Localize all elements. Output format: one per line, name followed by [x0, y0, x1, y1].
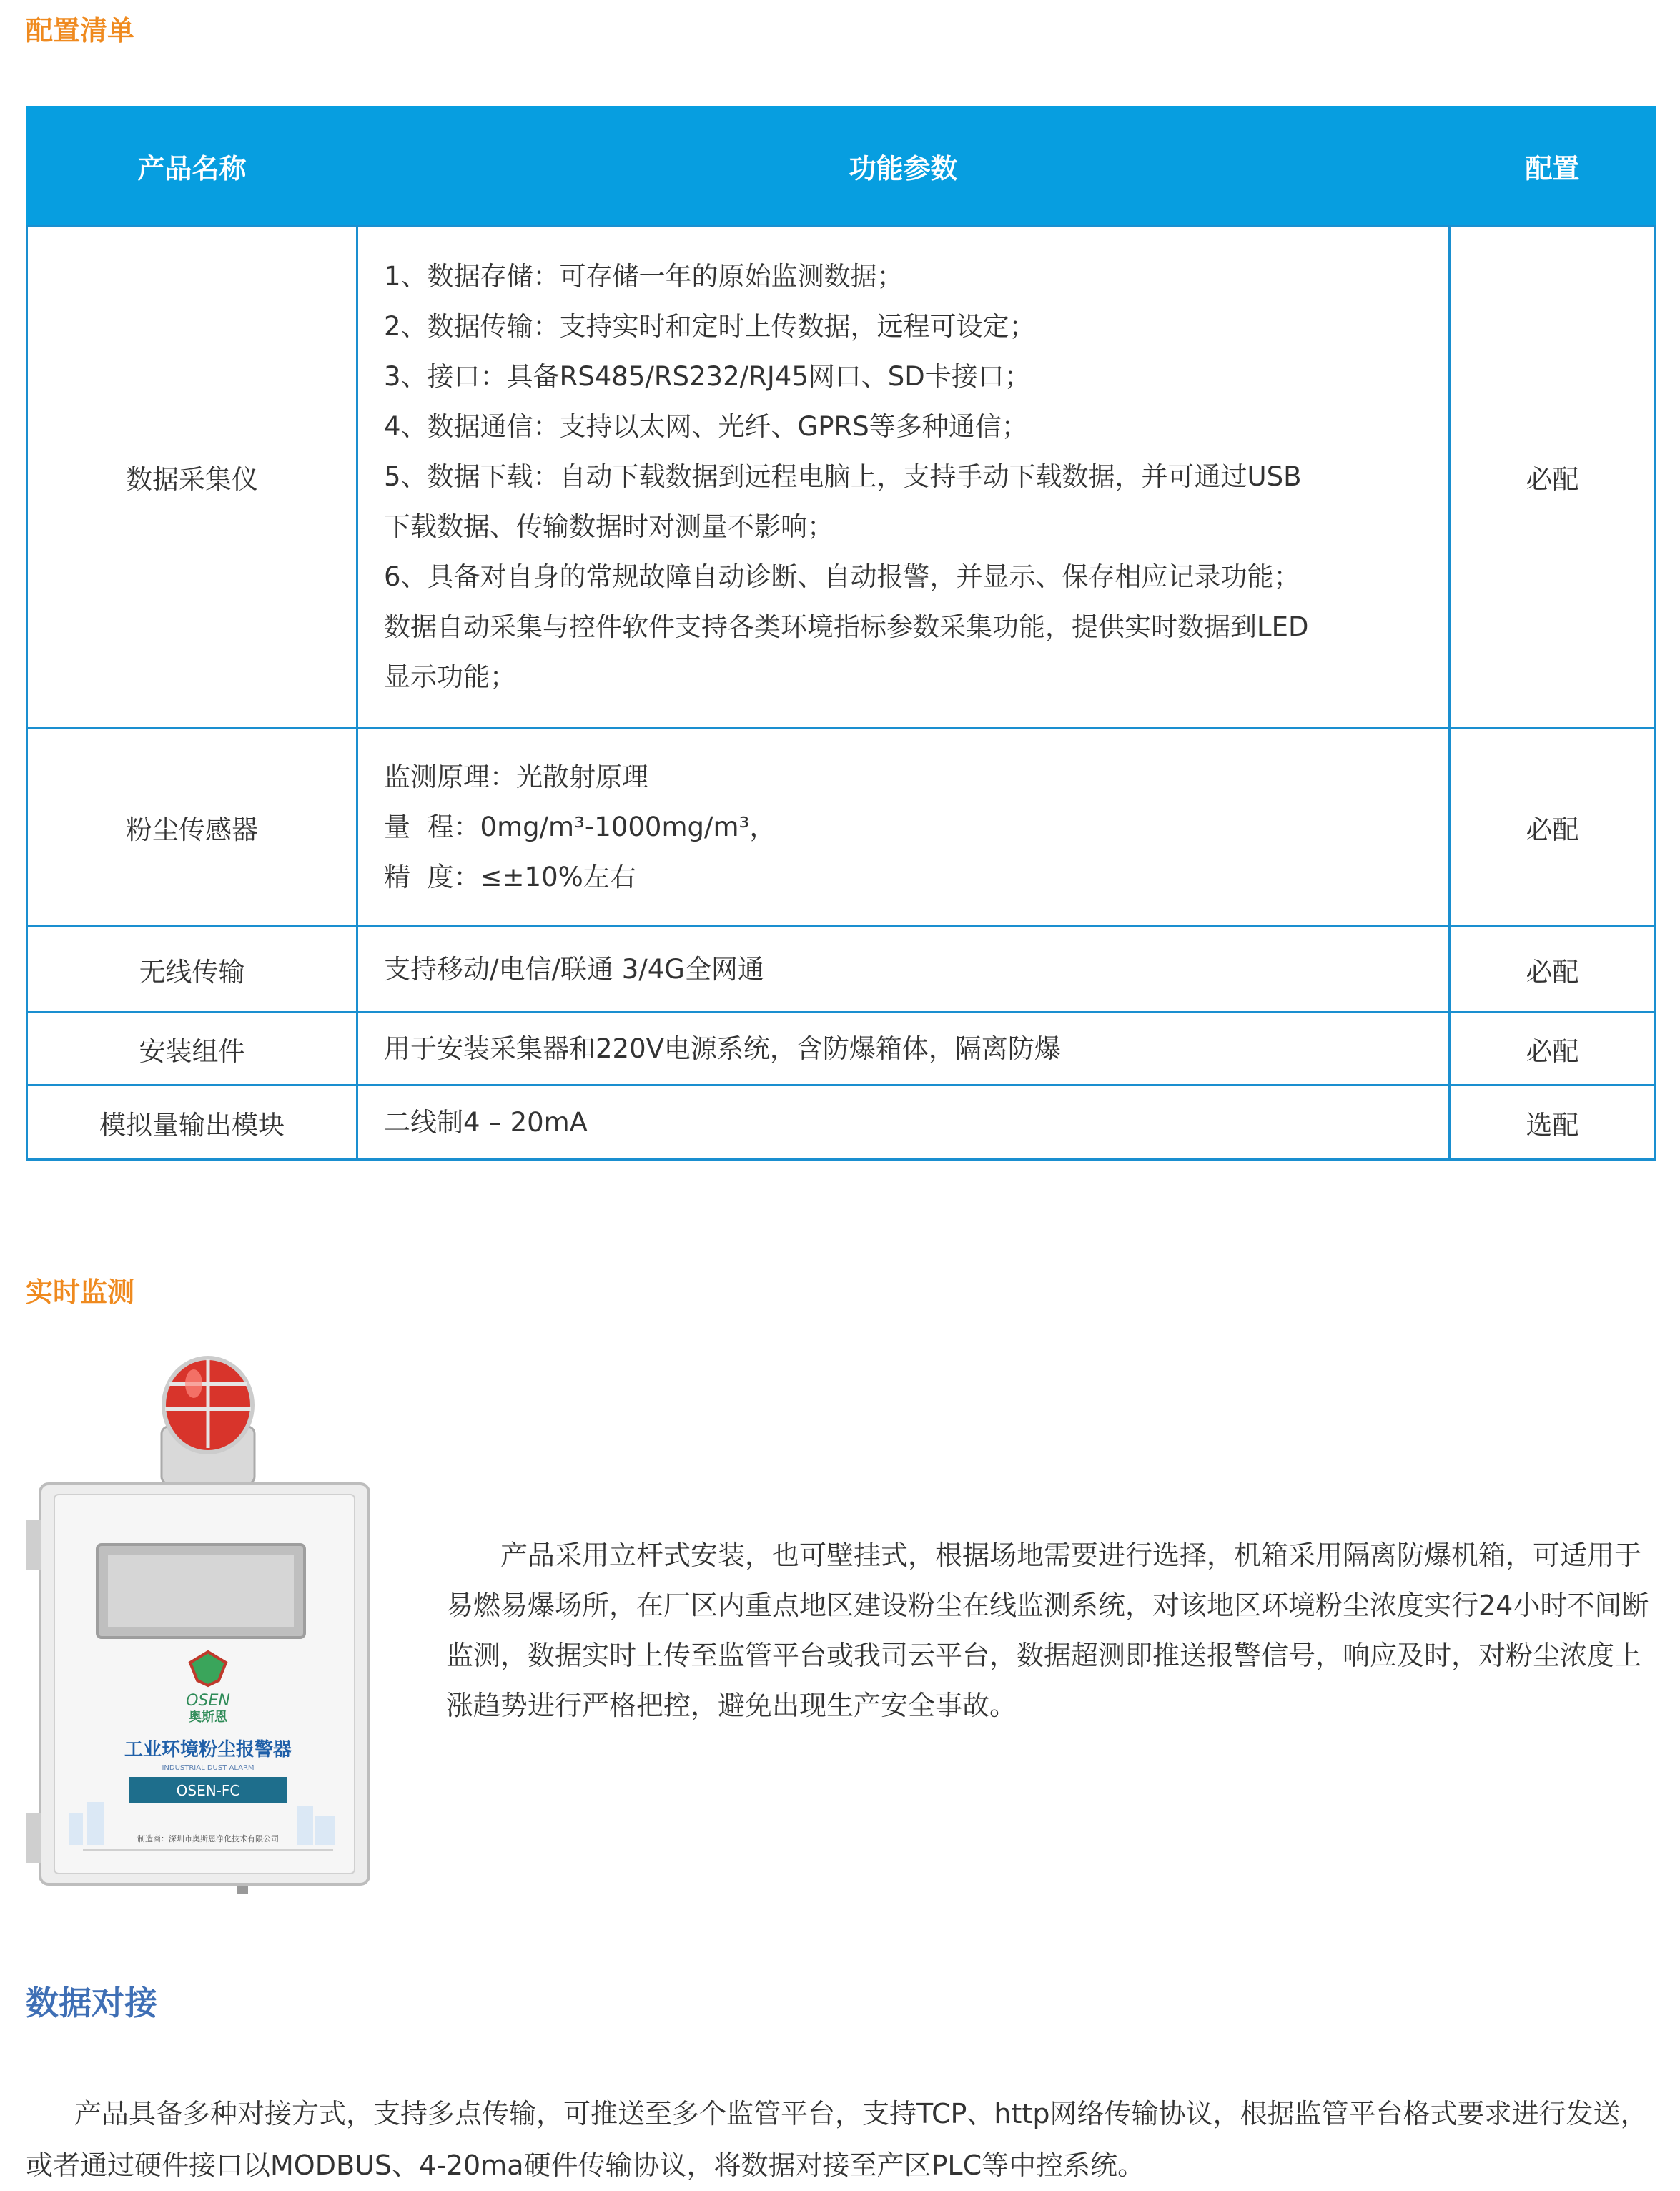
- row-product-name: 无线传输: [27, 927, 357, 1013]
- param-line: 6、具备对自身的常规故障自动诊断、自动报警，并显示、保存相应记录功能；: [384, 561, 1300, 592]
- param-line: 3、接口：具备RS485/RS232/RJ45网口、SD卡接口；: [384, 360, 1031, 392]
- param-line: 监测原理：光散射原理: [384, 761, 648, 792]
- table-row: [27, 1085, 1656, 1160]
- header-function-params: 功能参数: [357, 107, 1450, 226]
- param-line: 量 程：0mg/m³-1000mg/m³，: [384, 811, 776, 842]
- param-line: 用于安装采集器和220V电源系统，含防爆箱体，隔离防爆: [384, 1033, 1061, 1064]
- param-line: 4、数据通信：支持以太网、光纤、GPRS等多种通信；: [384, 410, 1028, 442]
- device-product-name: 工业环境粉尘报警器: [124, 1739, 292, 1761]
- data-integration-description: 产品具备多种对接方式，支持多点传输，可推送至多个监管平台，支持TCP、http网络传输协议，根据监管平台格式要求进行发送，或者通过硬件接口以MODBUS、4-20ma硬件传输协议，将数据对接至产区PLC等中控系统。: [26, 2098, 1648, 2181]
- param-line: 下载数据、传输数据时对测量不影响；: [384, 511, 834, 542]
- row-config: 必配: [1450, 1013, 1656, 1085]
- param-line: 显示功能；: [384, 661, 516, 692]
- device-model: OSEN-FC: [176, 1782, 240, 1799]
- row-params: [357, 728, 1450, 927]
- table-header-row: [27, 107, 1656, 226]
- config-section-title: 配置清单: [26, 15, 135, 46]
- row-params: [357, 1085, 1450, 1160]
- row-product-name: 安装组件: [27, 1013, 357, 1085]
- row-product-name: 粉尘传感器: [27, 728, 357, 927]
- header-config: 配置: [1450, 107, 1656, 226]
- row-product-name: 模拟量输出模块: [27, 1085, 357, 1160]
- row-config: 选配: [1450, 1085, 1656, 1160]
- row-config: 必配: [1450, 728, 1656, 927]
- table-row: [27, 226, 1656, 728]
- param-line: 二线制4 – 20mA: [384, 1106, 588, 1138]
- device-logo-text: OSEN: [186, 1692, 230, 1710]
- device-brand-cn: 奥斯恩: [189, 1710, 227, 1725]
- param-line: 5、数据下载：自动下载数据到远程电脑上，支持手动下载数据，并可通过USB: [384, 461, 1302, 492]
- param-line: 支持移动/电信/联通 3/4G全网通: [384, 953, 764, 985]
- param-line: 数据自动采集与控件软件支持各类环境指标参数采集功能，提供实时数据到LED: [384, 611, 1309, 642]
- row-params: [357, 226, 1450, 728]
- realtime-section-title: 实时监测: [26, 1276, 135, 1308]
- dust-alarm-device-image: [26, 1355, 383, 1899]
- row-config: 必配: [1450, 927, 1656, 1013]
- table-row: [27, 927, 1656, 1013]
- data-section-title: 数据对接: [26, 1984, 157, 2022]
- row-config: 必配: [1450, 226, 1656, 728]
- realtime-description: 产品采用立杆式安装，也可壁挂式，根据场地需要进行选择，机箱采用隔离防爆机箱，可适用于易燃易爆场所，在厂区内重点地区建设粉尘在线监测系统，对该地区环境粉尘浓度实行24小时不间断监测，数据实时上传至监管平台或我司云平台，数据超测即推送报警信号，响应及时，对粉尘浓度上涨趋势进行严格把控，避免出现生产安全事故。: [446, 1540, 1649, 1721]
- param-line: 2、数据传输：支持实时和定时上传数据，远程可设定；: [384, 310, 1036, 342]
- row-params: [357, 927, 1450, 1013]
- param-line: 精 度：≤±10%左右: [384, 861, 636, 892]
- header-product-name: 产品名称: [27, 107, 357, 226]
- param-line: 1、数据存储：可存储一年的原始监测数据；: [384, 260, 904, 292]
- device-maker: 制造商：深圳市奥斯恩净化技术有限公司: [137, 1834, 279, 1843]
- row-product-name: 数据采集仪: [27, 226, 357, 728]
- table-row: [27, 1013, 1656, 1085]
- config-table: [26, 106, 1656, 1161]
- device-product-name-en: INDUSTRIAL DUST ALARM: [162, 1764, 255, 1772]
- row-params: [357, 1013, 1450, 1085]
- table-row: [27, 728, 1656, 927]
